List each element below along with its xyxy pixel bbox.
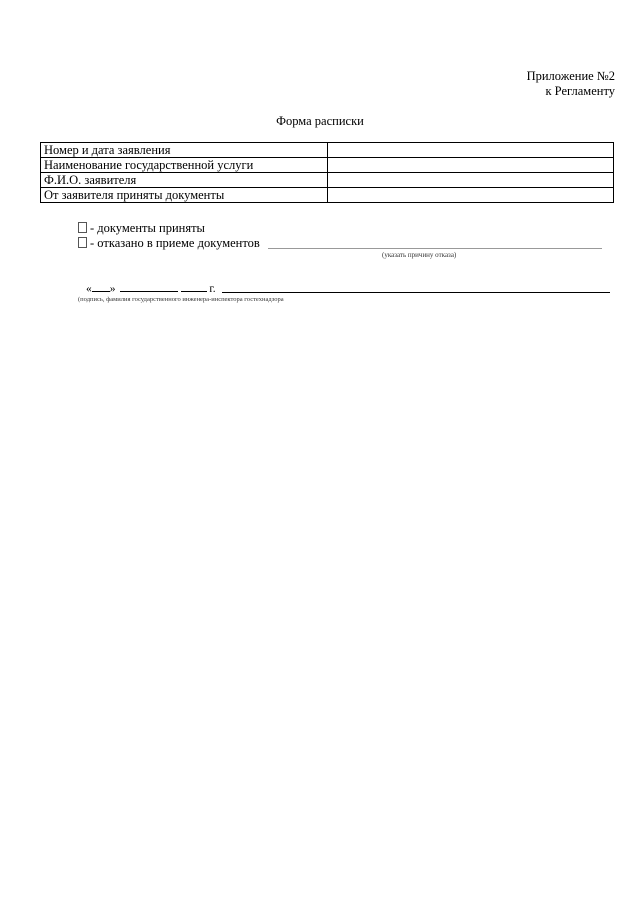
row-value[interactable] <box>328 158 614 173</box>
row-label: От заявителя приняты документы <box>41 188 328 203</box>
receipt-table <box>40 142 614 203</box>
appendix-number: Приложение №2 <box>526 69 615 83</box>
appendix-header <box>527 69 615 99</box>
signature-caption: (подпись, фамилия государственного инженера-инспектора гостехнадзора <box>78 296 284 303</box>
refusal-reason-line[interactable] <box>268 248 602 249</box>
open-quote: « <box>86 283 92 295</box>
table-row <box>41 188 614 203</box>
day-field[interactable] <box>92 282 110 292</box>
row-value[interactable] <box>328 173 614 188</box>
signature-line[interactable] <box>222 292 610 293</box>
appendix-reference: к Регламенту <box>545 84 615 98</box>
option-refused <box>78 236 260 250</box>
year-suffix: г. <box>209 283 216 295</box>
option-accepted-label: - документы приняты <box>90 221 205 235</box>
refusal-reason-caption: (указать причину отказа) <box>382 251 457 259</box>
row-value[interactable] <box>328 143 614 158</box>
row-label: Ф.И.О. заявителя <box>41 173 328 188</box>
table-row <box>41 158 614 173</box>
month-field[interactable] <box>120 282 178 292</box>
date-row <box>86 282 216 296</box>
option-accepted <box>78 221 205 235</box>
year-field[interactable] <box>181 282 207 292</box>
option-refused-label: - отказано в приеме документов <box>90 236 260 250</box>
row-label: Наименование государственной услуги <box>41 158 328 173</box>
checkbox-accepted[interactable] <box>78 222 87 233</box>
close-quote: » <box>109 283 116 295</box>
row-label: Номер и дата заявления <box>41 143 328 158</box>
row-value[interactable] <box>328 188 614 203</box>
table-row <box>41 173 614 188</box>
form-title: Форма расписки <box>276 114 364 128</box>
table-row <box>41 143 614 158</box>
checkbox-refused[interactable] <box>78 237 87 248</box>
